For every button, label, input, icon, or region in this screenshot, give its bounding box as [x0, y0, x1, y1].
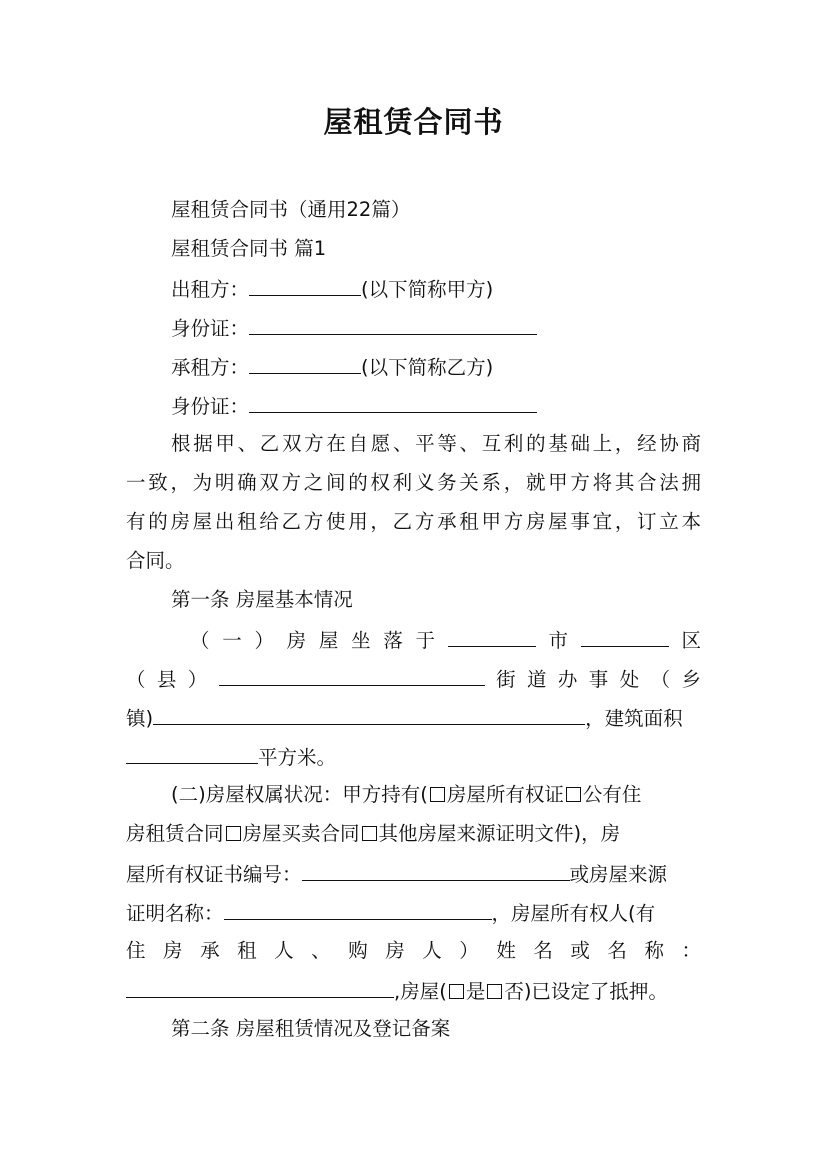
id-label: 身份证： — [171, 317, 250, 340]
location-line — [190, 626, 701, 654]
lessee-blank — [249, 353, 361, 374]
lessor-id-line — [171, 314, 537, 342]
intro-line: 合同。 — [126, 549, 185, 572]
section-heading: 屋租赁合同书 篇1 — [171, 237, 327, 260]
area-unit: 平方米。 — [258, 746, 337, 769]
article2-heading: 第二条 房屋租赁情况及登记备案 — [171, 1017, 451, 1040]
lessee-line — [171, 353, 493, 381]
article1-heading: 第一条 房屋基本情况 — [171, 588, 353, 611]
id-label: 身份证： — [171, 395, 250, 418]
ownership-line-2 — [126, 821, 620, 847]
option-label: 其他房屋来源证明文件)，房 — [378, 822, 621, 845]
checkbox-icon — [362, 826, 377, 841]
area-label: ，建筑面积 — [585, 707, 683, 730]
ownership-text: (二)房屋权属状况：甲方持有( — [171, 783, 428, 806]
checkbox-icon — [566, 787, 581, 802]
county-label: （县） — [126, 668, 219, 691]
option-label: 是 — [465, 980, 486, 1003]
county-line — [126, 665, 701, 693]
lessor-note: (以下简称甲方) — [361, 278, 494, 301]
lessor-label: 出租方： — [171, 278, 250, 301]
cert-number-label: 屋所有权证书编号： — [126, 863, 302, 886]
area-line — [126, 743, 336, 771]
intro-line: 有的房屋出租给乙方使用，乙方承租甲方房屋事宜，订立本 — [126, 510, 701, 533]
ownership-line-3 — [126, 860, 667, 888]
option-label: 否)已设定了抵押。 — [504, 980, 668, 1003]
intro-line: 一致，为明确双方之间的权利义务关系，就甲方将其合法拥 — [126, 471, 701, 494]
option-label: 房屋买卖合同 — [242, 822, 360, 845]
lessee-label: 承租方： — [171, 356, 250, 379]
ownership-line-4 — [126, 899, 655, 927]
subdistrict-label: 街道办事处（乡 — [484, 668, 701, 691]
owner-name-blank — [126, 977, 394, 998]
area-blank — [126, 743, 258, 764]
ownership-line-6 — [126, 977, 668, 1005]
town-line — [126, 704, 683, 732]
lessor-line — [171, 275, 493, 303]
ownership-line-5: 住房承租人、购房人）姓名或名称： — [126, 939, 701, 962]
owner-label: ，房屋所有权人(有 — [491, 902, 656, 925]
district-blank — [581, 626, 669, 647]
lessee-note: (以下简称乙方) — [361, 356, 494, 379]
cert-name-label: 证明名称： — [126, 902, 224, 925]
district-label: 区 — [668, 629, 701, 652]
checkbox-icon — [487, 984, 502, 999]
cert-number-blank — [302, 860, 570, 881]
source-label: 或房屋来源 — [569, 863, 668, 886]
option-label: 房租赁合同 — [126, 822, 224, 845]
document-subtitle: 屋租赁合同书（通用22篇） — [171, 198, 411, 221]
checkbox-icon — [226, 826, 241, 841]
document-title: 屋租赁合同书 — [323, 105, 504, 139]
checkbox-icon — [430, 787, 445, 802]
ownership-line-1 — [171, 782, 641, 808]
mortgage-text: ,房屋( — [394, 980, 447, 1003]
county-blank — [219, 665, 485, 686]
lessee-id-line — [171, 392, 537, 420]
town-blank — [153, 704, 585, 725]
city-label: 市 — [535, 629, 581, 652]
option-label: 公有住 — [582, 783, 642, 806]
city-blank — [448, 626, 536, 647]
lessor-blank — [249, 275, 361, 296]
town-label: 镇) — [126, 707, 154, 730]
location-text: （一）房屋坐落于 — [190, 629, 448, 652]
lessor-id-blank — [249, 314, 537, 335]
option-label: 房屋所有权证 — [446, 783, 564, 806]
intro-line: 根据甲、乙双方在自愿、平等、互利的基础上，经协商 — [171, 432, 701, 455]
lessee-id-blank — [249, 392, 537, 413]
cert-name-blank — [224, 899, 492, 920]
checkbox-icon — [449, 984, 464, 999]
